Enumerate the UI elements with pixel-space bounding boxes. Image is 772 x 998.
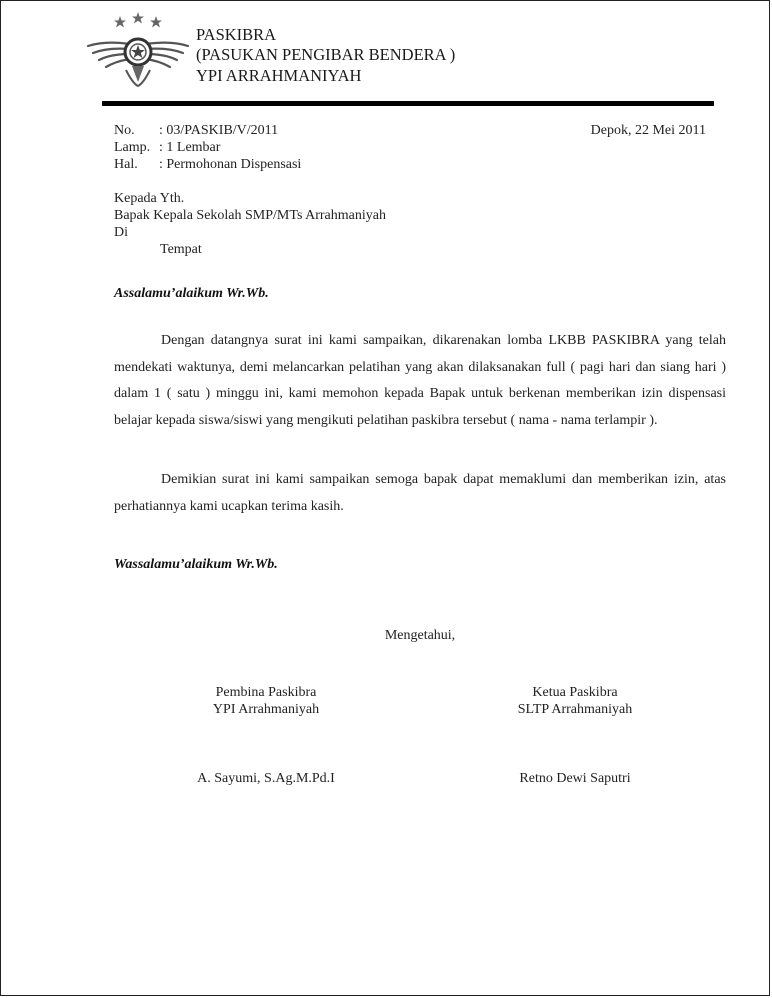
letterhead-line-2: (PASUKAN PENGIBAR BENDERA ) (196, 45, 456, 64)
place-date: Depok, 22 Mei 2011 (590, 123, 706, 138)
left-signatory-name: A. Sayumi, S.Ag.M.Pd.I (197, 771, 335, 786)
attachment-value: : 1 Lembar (159, 140, 221, 155)
subject-label: Hal. (114, 157, 138, 172)
left-signatory-title-1: Pembina Paskibra (215, 685, 317, 700)
recipient-line-1: Kepada Yth. (114, 191, 185, 206)
left-signatory-title-2: YPI Arrahmaniyah (212, 702, 320, 717)
greeting: Assalamu’alaikum Wr.Wb. (114, 286, 269, 301)
number-value: : 03/PASKIB/V/2011 (159, 123, 279, 138)
recipient-line-3: Di (114, 225, 128, 240)
attachment-label: Lamp. (114, 140, 151, 155)
subject-value: : Permohonan Dispensasi (159, 157, 302, 172)
letterhead-line-1: PASKIBRA (196, 25, 277, 44)
closing: Wassalamu’alaikum Wr.Wb. (114, 557, 278, 572)
right-signatory-title-2: SLTP Arrahmaniyah (517, 702, 633, 717)
right-signatory-name: Retno Dewi Saputri (519, 771, 631, 786)
paragraph-2-text: Demikian surat ini kami sampaikan semoga bapak dapat memaklumi dan memberikan izin, atas perhatiannya kami ucapkan terima kasih. (114, 472, 726, 514)
letterhead-line-3: YPI ARRAHMANIYAH (196, 66, 362, 85)
right-signatory-title-1: Ketua Paskibra (532, 685, 618, 700)
recipient-line-2: Bapak Kepala Sekolah SMP/MTs Arrahmaniyah (114, 208, 386, 223)
winged-emblem-icon (86, 12, 190, 94)
number-label: No. (114, 123, 135, 138)
paragraph-1 (114, 328, 726, 434)
letterhead-divider (102, 101, 714, 106)
paragraph-2 (114, 467, 726, 520)
paragraph-1-text: Dengan datangnya surat ini kami sampaikan, dikarenakan lomba LKBB PASKIBRA yang telah mendekati waktunya, demi melancarkan pelatihan yang akan dilaksanakan full ( pagi hari dan siang hari ) dalam 1 ( satu ) minggu ini, kami memohon kepada Bapak untuk berkenan memberikan izin dispensasi belajar kepada siswa/siswi yang mengikuti pelatihan paskibra tersebut ( nama - nama terlampir ). (114, 333, 726, 428)
recipient-line-4: Tempat (160, 242, 202, 257)
acknowledged-label: Mengetahui, (384, 628, 456, 643)
